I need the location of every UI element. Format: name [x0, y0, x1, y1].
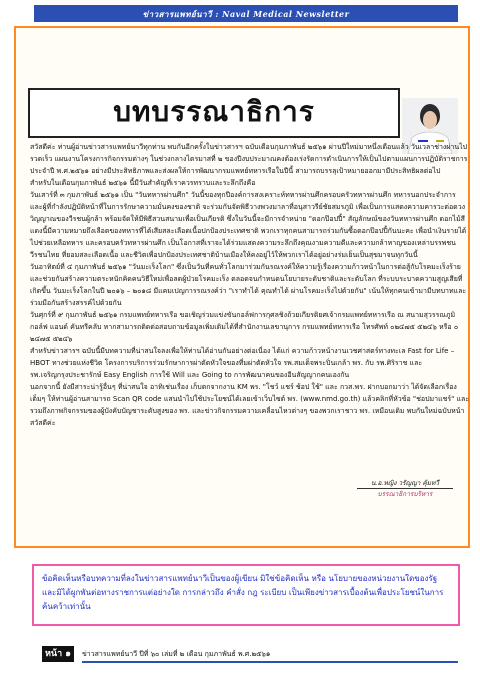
editorial-paragraph-1: สวัสดีค่ะ ท่านผู้อ่านข่าวสารแพทย์นาวีทุกท่าน พบกันอีกครั้งในข่าวสารฯ ฉบับเดือนกุมภาพันธ์ ๒๕๖๑ ผ่านปีใหม่มาหนึ่งเดือนแล้ว วันเวลาช่างผ่านไปรวดเร็ว แผนงานโครงการกิจกรรมต่างๆ ในช่วงกลางไตรมาสที่ ๒ ของปีงบประมาณคงต้องเร่งรัดการดำเนินการให้เป็นไปตามแผนการปฏิบัติราชการประจำปี พ.ศ.๒๕๖๑ อย่างมีประสิทธิภาพและส่งผลให้การพัฒนากรมแพทย์ทหารเรือในปีนี้ สามารถบรรลุเป้าหมายออกมามีประสิทธิผลต่อไป — [30, 143, 468, 175]
editorial-title: บทบรรณาธิการ — [113, 95, 315, 128]
footer-issue-text: ข่าวสารแพทย์นาวี ปีที่ ๖๐ เล่มที่ ๒ เดือน กุมภาพันธ์ พ.ศ.๒๕๖๑ — [82, 650, 271, 658]
editorial-title-banner — [28, 88, 400, 138]
editorial-paragraph-4: วันอาทิตย์ที่ ๔ กุมภาพันธ์ ๒๕๖๑ "วันมะเร็งโลก" ซึ่งเป็นวันที่คนทั่วโลกมาร่วมกันรณรงค์ให้ความรู้เรื่องความก้าวหน้าในการต่อสู้กับโรคมะเร็งร้าย และช่วยกันสร้างความตระหนักคิดคนวิธีใหม่เพื่อลดผู้ป่วยโรคมะเร็ง ตลอดจนกำหนดนโยบายระดับชาติและระดับโลก ที่ระบบระบาดความสูญเสียที่เกิดขึ้น วันมะเร็งโลกในปี ๒๐๑๖ – ๒๐๑๘ มีแคมเปญการรณรงค์ว่า "เราทำได้ คุณทำได้ ผ่านโรคมะเร็งไปด้วยกัน" เน้นให้ทุกคนเข้ามามีบทบาทและร่วมมือกันสร้างสรรค์ไปด้วยกัน — [30, 263, 467, 307]
disclaimer-box — [32, 564, 460, 626]
editorial-paragraph-7: นอกจากนี้ ยังมีสาระน่ารู้อื่นๆ ที่น่าสนใจ อาทิเช่นเรื่อง เก็บตกจากงาน KM พร. "โชว์ แชร์ ช้อป ใช้" และ กวส.พร. ฝากบอกมาว่า ได้จัดเลือกเรื่องเต็มๆ ให้ท่านผู้อ่านสามารถ Scan QR code แสนนำไปใช้ประโยชน์ได้เลยเข้าเว็บไซต์ พร. (www.nmd.go.th) แล้วคลิกที่หัวข้อ "ช่อปมาแชร์" และ รวมถึงภาพกิจกรรมของผู้บังคับบัญชาระดับสูงของ พร. และข่าวกิจกรรมความเคลื่อนไหวต่างๆ ของพวกเราชาว พร. เหมือนเดิม พบกันใหม่ฉบับหน้า สวัสดีค่ะ — [30, 383, 470, 427]
editorial-paragraph-3: วันเสาร์ที่ ๓ กุมภาพันธ์ ๒๕๖๑ เป็น "วันทหารผ่านศึก" วันนี้ของทุกปีองค์การสงเคราะห์ทหารผ่านศึกครอบครัวทหารผ่านศึก ทหารนอกประจำการ และผู้ที่กำลังปฏิบัติหน้าที่ในการรักษาความมั่นคงของชาติ จะร่วมกันจัดพิธีวางพวงมาลาที่อนุสาวรีย์ชัยสมรภูมิ เพื่อเป็นการแสดงความคารวะต่อดวงวิญญาณของวีรชนผู้กล้า พร้อมจัดให้มีพิธีสวนสนามเพื่อเป็นเกียรติ ซึ่งในวันนี้จะมีการจำหน่าย "ดอกป๊อปปี้" สัญลักษณ์ของวันทหารผ่านศึก ดอกไม้สีแดงนี้มีความหมายถึงเลือดของทหารที่ได้เสียสละเลือดเนื้อปกป้องประเทศชาติ พวกเราทุกคนสามารถร่วมกันซื้อดอกป๊อปปี้กันนะคะ เพื่อนำเงินรายได้ไปช่วยเหลือทหาร และครอบครัวทหารผ่านศึก เป็นโอกาสที่เราจะได้ร่วมแสดงความระลึกถึงคุณงามความดีและความกล้าหาญของเหล่าบรรพชนวีรชนไทย ที่ยอมสละเลือดเนื้อ และชีวิตเพื่อปกป้องประเทศชาติบ้านเมืองให้คงอยู่ไว้ให้พวกเราได้อยู่อย่างร่มเย็นเป็นสุขมาจนทุกวันนี้ — [30, 191, 467, 259]
page-footer — [0, 646, 480, 666]
signature-name: น.อ.หญิง วรัญญา คุ้มทวี — [370, 479, 440, 487]
editorial-paragraph-6: สำหรับข่าวสารฯ ฉบับนี้มีบทความที่น่าสนใจลงเพื่อให้ท่านได้อ่านกันอย่างต่อเนื่อง ได้แก่ ความก้าวหน้างานเวชศาสตร์ทางทะเล Fast for Life – HBOT ทางช่วยแห่งชีวิต โครงการบริการร่วมรักษาการผ่าตัดหัวใจของที่มผ่าตัดหัวใจ รพ.สมเด็จพระปิ่นเกล้า พร. กับ รพ.ศิริราช และ รพ.เจริญกรุงประชารักษ์ Easy English การใช้ Will และ Going to การพัฒนาคนของอีนสัญญากคนเองกัน — [30, 347, 455, 379]
editorial-frame — [14, 26, 470, 548]
newsletter-header-bar — [34, 5, 458, 22]
editorial-body — [30, 141, 470, 429]
newsletter-header-text: ข่าวสารแพทย์นาวี : Naval Medical Newsletter — [142, 9, 350, 19]
editorial-paragraph-2: สำหรับในเดือนกุมภาพันธ์ ๒๕๖๑ นี้มีวันสำคัญที่เราควรทราบและระลึกถึงคือ — [30, 179, 256, 187]
page-number: หน้า ๑ — [42, 646, 74, 662]
disclaimer-text: ข้อคิดเห็นหรือบทความที่ลงในข่าวสารแพทย์นาวีเป็นของผู้เขียน มิใช่ข้อคิดเห็น หรือ นโยบายของหน่วยงานใดของรัฐ และมิได้ผูกพันต่อทางราชการแต่อย่างใด การกล่าวถึง คำสั่ง กฎ ระเบียบ เป็นเพียงข่าวสารเบื้องต้นเพื่อประโยชน์ในการค้นคว้าเท่านั้น — [42, 574, 444, 611]
signature-role: บรรณาธิการบริหาร — [377, 490, 433, 498]
editor-signature — [342, 478, 468, 510]
editorial-paragraph-5: วันศุกร์ที่ ๙ กุมภาพันธ์ ๒๕๖๑ กรมแพทย์ทหารเรือ ขอเชิญร่วมแข่งขันกอล์ฟการกุศลชิงถ้วยเกียรติยศเจ้ากรมแพทย์ทหารเรือ ณ สนามสุวรรณภูมิ กอล์ฟ แอนด์ คันทรีคลับ หากสามารถติดต่อสอบถามข้อมูลเพิ่มเติมได้ที่สำนักงานเลขานุการ กรมแพทย์ทหารเรือ โทรศัพท์ ๐๒๔๗๕ ๕๒๔๖ หรือ ๐ ๒๔๗๕ ๕๒๔๖ — [30, 311, 459, 343]
footer-rule — [82, 661, 458, 663]
